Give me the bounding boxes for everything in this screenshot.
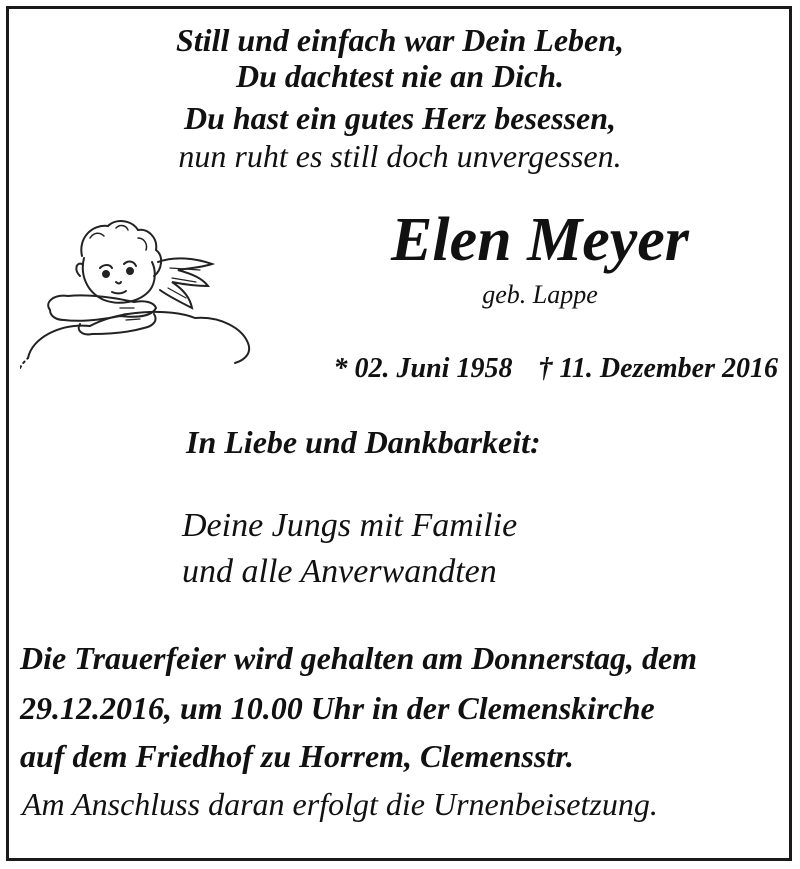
verse-line-1: Still und einfach war Dein Leben,: [175, 22, 625, 58]
verse-line-3: Du hast ein gutes Herz besessen,: [183, 100, 617, 136]
closing-line: Am Anschluss daran erfolgt die Urnenbeisetzung.: [22, 786, 658, 822]
thanks-heading: In Liebe und Dankbarkeit:: [186, 424, 541, 460]
ceremony-line-1: Die Trauerfeier wird gehalten am Donnerstag, dem: [20, 640, 698, 676]
verse-line-4: nun ruht es still doch unvergessen.: [178, 138, 622, 174]
mourners-line-2: und alle Anverwandten: [182, 553, 497, 590]
ceremony-line-2: 29.12.2016, um 10.00 Uhr in der Clemenskirche: [20, 690, 655, 726]
life-dates: [0, 352, 778, 386]
birth-date: * 02. Juni 1958: [333, 353, 513, 384]
ceremony-line-3: auf dem Friedhof zu Horrem, Clemensstr.: [20, 738, 574, 774]
deceased-name: Elen Meyer: [391, 206, 689, 274]
verse-line-2: Du dachtest nie an Dich.: [235, 58, 565, 94]
mourners-line-1: Deine Jungs mit Familie: [182, 507, 518, 544]
death-date: † 11. Dezember 2016: [538, 353, 778, 384]
maiden-name: geb. Lappe: [482, 280, 598, 309]
